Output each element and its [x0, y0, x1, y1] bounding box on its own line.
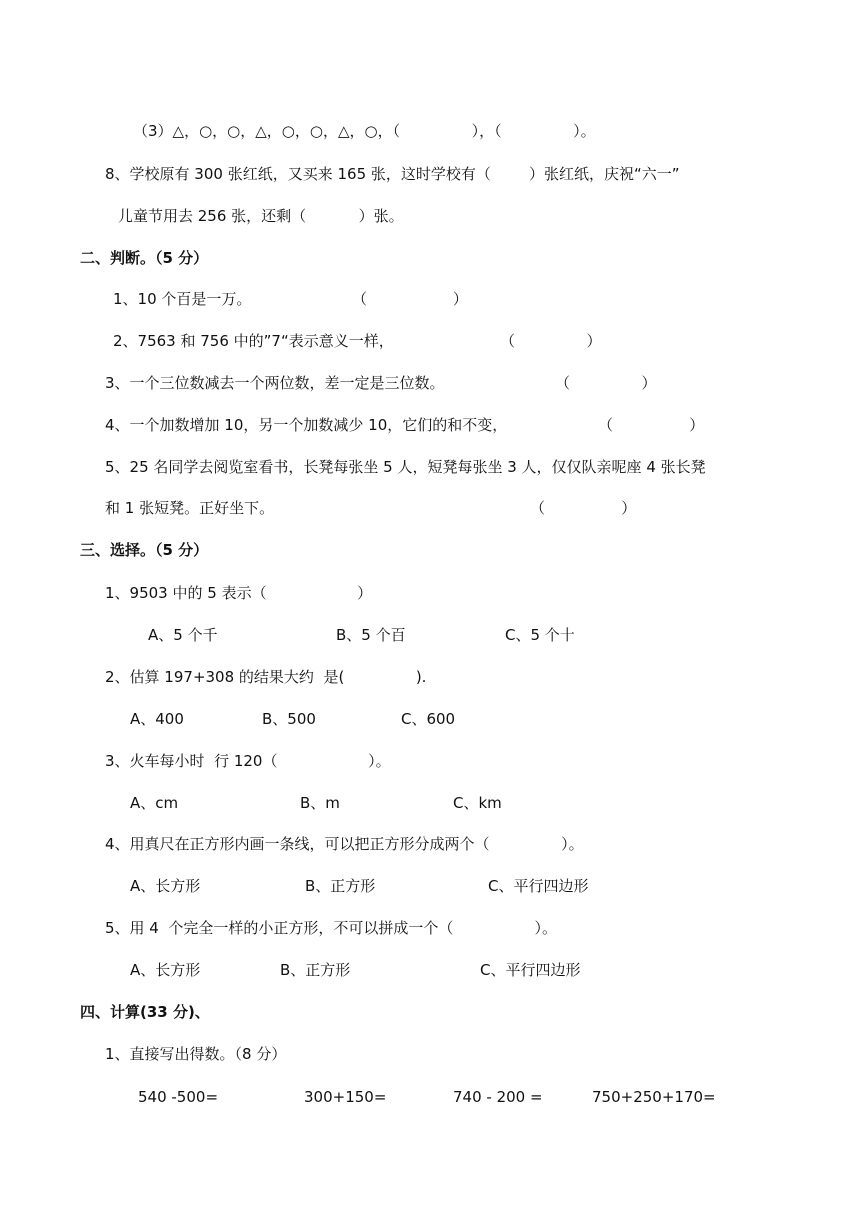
choice-stem-1: 1、9503 中的 5 表示（ ） — [105, 584, 373, 602]
choice-stem-5: 5、用 4 个完全一样的小正方形，不可以拼成一个（ ）。 — [105, 919, 557, 937]
choice-3-option-a: A、cm — [130, 794, 179, 812]
choice-3-option-b: B、m — [300, 794, 340, 812]
choice-stem-2: 2、估算 197+308 的结果大约 是( ). — [105, 668, 427, 686]
judge-item-4: 4、一个加数增加 10，另一个加数减少 10，它们的和不变， — [105, 416, 508, 434]
choice-stem-4: 4、用真尺在正方形内画一条线，可以把正方形分成两个（ ）。 — [105, 835, 584, 853]
calc-expr-1: 540 -500= — [138, 1088, 219, 1106]
judge-item-5: 5、25 名同学去阅览室看书，长凳每张坐 5 人，短凳每张坐 3 人，仅仅队亲呢座 4 张长凳 — [105, 458, 706, 476]
choice-2-option-a: A、400 — [130, 710, 184, 728]
choice-stem-3: 3、火车每小时 行 120（ ）。 — [105, 752, 391, 770]
judge-item-5-cont: 和 1 张短凳。正好坐下。 — [105, 499, 275, 517]
judge-paren-4: （ ） — [598, 416, 705, 434]
judge-paren-3: （ ） — [555, 374, 657, 392]
calc-expr-3: 740 - 200 = — [453, 1088, 543, 1106]
calc-expr-4: 750+250+170= — [592, 1088, 716, 1106]
choice-5-option-a: A、长方形 — [130, 961, 201, 979]
fill-q8-line2: 儿童节用去 256 张，还剩（ ）张。 — [118, 207, 404, 225]
judge-item-1: 1、10 个百是一万。 — [113, 290, 252, 308]
choice-5-option-b: B、正方形 — [280, 961, 351, 979]
choice-4-option-c: C、平行四边形 — [488, 877, 589, 895]
choice-1-option-b: B、5 个百 — [336, 626, 406, 644]
choice-2-option-b: B、500 — [262, 710, 316, 728]
judge-paren-2: （ ） — [500, 332, 602, 350]
section-heading-judge: 二、判断。（5 分） — [80, 249, 209, 267]
choice-1-option-c: C、5 个十 — [505, 626, 575, 644]
judge-item-3: 3、一个三位数减去一个两位数，差一定是三位数。 — [105, 374, 445, 392]
section-heading-choice: 三、选择。（5 分） — [80, 541, 209, 559]
choice-1-option-a: A、5 个千 — [148, 626, 218, 644]
choice-3-option-c: C、km — [453, 794, 502, 812]
fill-q8-line1: 8、学校原有 300 张红纸，又买来 165 张，这时学校有（ ）张红纸，庆祝“六一” — [105, 165, 680, 183]
choice-5-option-c: C、平行四边形 — [480, 961, 581, 979]
judge-paren-5: （ ） — [530, 499, 637, 517]
choice-4-option-a: A、长方形 — [130, 877, 201, 895]
calc-expr-2: 300+150= — [304, 1088, 387, 1106]
judge-item-2: 2、7563 和 756 中的”7“表示意义一样， — [113, 332, 394, 350]
fill-q3-pattern: （3）△，○，○，△，○，○，△，○，（ ），（ ）。 — [133, 122, 596, 140]
choice-4-option-b: B、正方形 — [305, 877, 376, 895]
calc-sub-heading-1: 1、直接写出得数。（8 分） — [105, 1045, 287, 1063]
section-heading-calc: 四、计算(33 分)、 — [80, 1003, 210, 1021]
choice-2-option-c: C、600 — [401, 710, 456, 728]
judge-paren-1: （ ） — [352, 290, 468, 308]
